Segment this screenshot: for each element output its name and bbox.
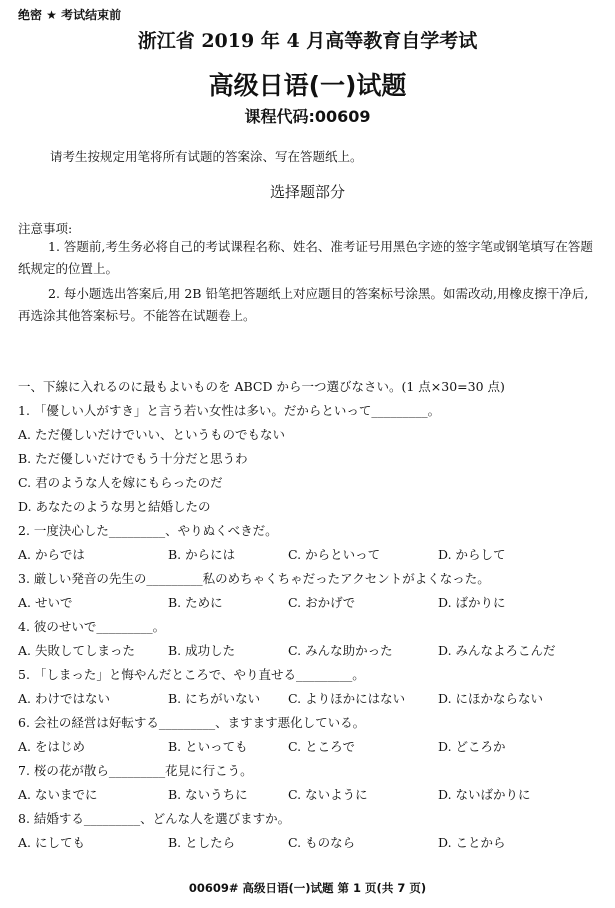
page-footer: 00609# 高级日语(一)试题 第 1 页(共 7 页) xyxy=(188,881,427,895)
question-option: B. ただ優しいだけでもう十分だと思うわ xyxy=(18,451,248,466)
question-stem: 5. 「しまった」と悔やんだところで、やり直せる_________。 xyxy=(18,667,365,682)
question-option: A. ただ優しいだけでいい、というものでもない xyxy=(18,427,285,442)
question-option: B. ために xyxy=(168,595,223,610)
question-option: D. にほかならない xyxy=(438,691,544,706)
question-option: C. からといって xyxy=(288,547,381,562)
question-stem: 7. 桜の花が散ら_________花見に行こう。 xyxy=(18,763,253,778)
question-stem: 6. 会社の経営は好転する_________、ますます悪化している。 xyxy=(18,715,366,730)
question-option: C. 君のような人を嫁にもらったのだ xyxy=(18,475,223,490)
answer-instruction: 请考生按规定用笔将所有试题的答案涂、写在答题纸上。 xyxy=(50,149,363,164)
confidential-label: 绝密 ★ 考试结束前 xyxy=(18,8,122,22)
notes-heading: 注意事项: xyxy=(18,221,73,236)
question-option: C. みんな助かった xyxy=(288,643,393,658)
question-option: B. といっても xyxy=(168,739,248,754)
question-option: D. ばかりに xyxy=(438,595,506,610)
question-option: B. からには xyxy=(168,547,236,562)
question-option: A. からでは xyxy=(18,547,85,562)
question-option: D. みんなよろこんだ xyxy=(438,643,556,658)
question-option: D. からして xyxy=(438,547,506,562)
question-option: A. にしても xyxy=(18,835,85,850)
question-option: D. あなたのような男と結婚したの xyxy=(18,499,211,514)
question-option: D. どころか xyxy=(438,739,506,754)
section-title: 选择题部分 xyxy=(269,183,345,201)
question-stem: 2. 一度決心した_________、やりぬくべきだ。 xyxy=(18,523,278,538)
question-option: A. わけではない xyxy=(18,691,110,706)
course-code: 课程代码:00609 xyxy=(244,107,371,126)
question-option: A. ないまでに xyxy=(18,787,98,802)
question-stem: 3. 厳しい発音の先生の_________私のめちゃくちゃだったアクセントがよくなった。 xyxy=(18,571,490,586)
question-option: C. おかげで xyxy=(288,595,356,610)
question-option: C. ところで xyxy=(288,739,355,754)
note-item-2: 2. 每小题选出答案后,用 2B 铅笔把答题纸上对应题目的答案标号涂黑。如需改动,用橡皮擦干净后,再选涂其他答案标号。不能答在试题卷上。 xyxy=(18,286,589,323)
part-heading: 一、下線に入れるのに最もよいものを ABCD から一つ選びなさい。(1 点×30=30 点) xyxy=(18,379,505,394)
question-option: C. ものなら xyxy=(288,835,356,850)
question-stem: 1. 「優しい人がすき」と言う若い女性は多い。だからといって_________。 xyxy=(18,403,441,418)
paper-title: 高级日语(一)试题 xyxy=(208,71,407,100)
question-stem: 4. 彼のせいで_________。 xyxy=(18,619,166,634)
question-option: B. としたら xyxy=(168,835,236,850)
note-item-1: 1. 答题前,考生务必将自己的考试课程名称、姓名、准考证号用黑色字迹的签字笔或钢笔填写在答题纸规定的位置上。 xyxy=(18,239,593,276)
question-option: A. 失敗してしまった xyxy=(18,643,135,658)
question-option: C. よりほかにはない xyxy=(288,691,406,706)
question-option: B. 成功した xyxy=(168,643,236,658)
question-option: A. をはじめ xyxy=(18,739,85,754)
question-option: D. ないばかりに xyxy=(438,787,531,802)
question-option: C. ないように xyxy=(288,787,368,802)
question-option: A. せいで xyxy=(18,595,73,610)
question-option: D. ことから xyxy=(438,835,506,850)
exam-title: 浙江省 2019 年 4 月高等教育自学考试 xyxy=(137,30,478,52)
question-stem: 8. 結婚する_________、どんな人を選びますか。 xyxy=(18,811,291,826)
question-option: B. にちがいない xyxy=(168,691,261,706)
question-option: B. ないうちに xyxy=(168,787,248,802)
